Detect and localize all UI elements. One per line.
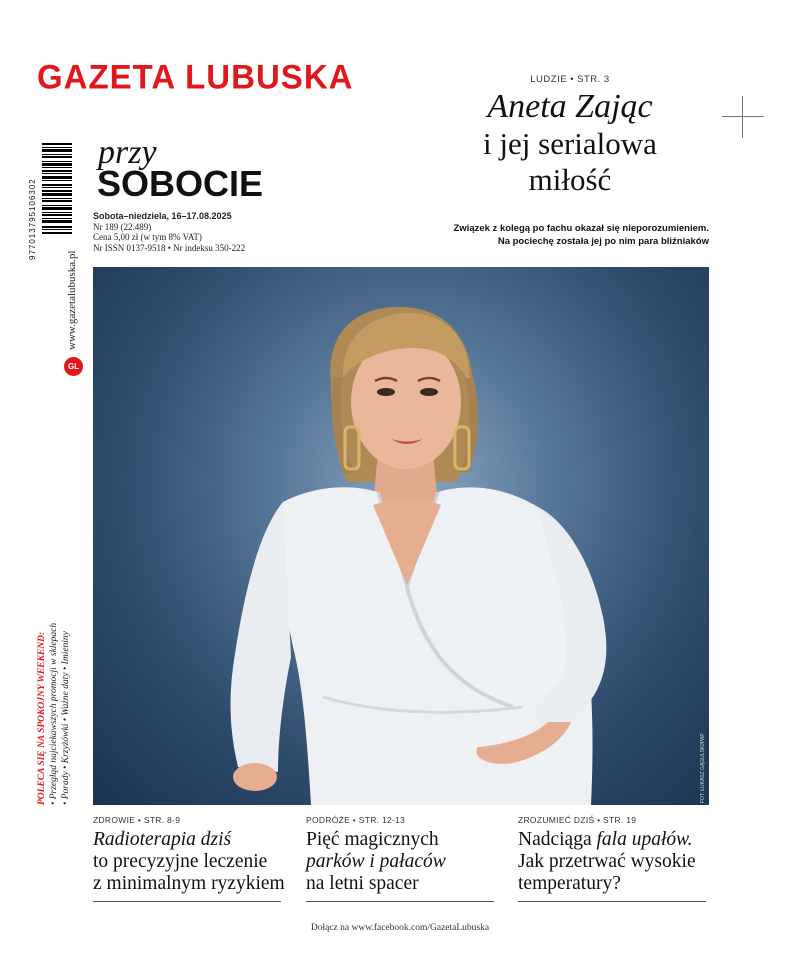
teaser-divider xyxy=(518,901,706,902)
top-story-headline[interactable]: miłość xyxy=(528,162,612,197)
issue-price: Cena 5,00 zł (w tym 8% VAT) xyxy=(93,232,202,242)
teaser-line-part: Nadciąga xyxy=(518,829,597,850)
barcode-digits: 977013795106302 xyxy=(28,178,37,260)
issue-number: Nr 189 (22.489) xyxy=(93,221,152,232)
top-story-headline[interactable]: i jej serialowa xyxy=(483,126,657,161)
website-url[interactable]: www.gazetalubuska.pl xyxy=(66,250,78,350)
issue-date: Sobota–niedziela, 16–17.08.2025 xyxy=(93,211,232,221)
teaser-health[interactable] xyxy=(93,815,285,902)
cover-photo-illustration xyxy=(93,267,709,805)
teaser-kicker: ZROZUMIEĆ DZIŚ • STR. 19 xyxy=(518,815,637,825)
gl-logo-icon: GL xyxy=(64,357,83,376)
supplement-title-sobocie: SOBOCIE xyxy=(97,163,264,204)
top-story-sub-line: Na pociechę została jej po nim para bliźniaków xyxy=(497,236,709,247)
teaser-line-part-italic: fala upałów. xyxy=(596,829,693,850)
teaser-line: z minimalnym ryzykiem xyxy=(93,873,285,894)
top-story-kicker: LUDZIE • STR. 3 xyxy=(530,74,610,85)
teaser-line: temperatury? xyxy=(518,873,621,894)
top-story-sub-line: Związek z kolegą po fachu okazał się nieporozumieniem. xyxy=(453,223,709,234)
issue-info xyxy=(93,211,245,253)
teaser-line: Pięć magicznych xyxy=(306,829,439,850)
teaser-line xyxy=(518,829,706,851)
teaser-kicker: PODRÓŻE • STR. 12-13 xyxy=(306,815,406,825)
teaser-kicker: ZDROWIE • STR. 8-9 xyxy=(93,815,181,825)
teaser-line: na letni spacer xyxy=(306,873,419,894)
promo-line: • Przegląd najciekawszych promocji w sklepach xyxy=(49,622,59,805)
top-story-subheadline xyxy=(420,222,709,248)
teaser-divider xyxy=(306,901,494,902)
teaser-headline xyxy=(93,829,285,895)
teaser-line: parków i pałaców xyxy=(306,851,446,872)
weekend-promo xyxy=(36,622,76,805)
top-story-headline-name[interactable]: Aneta Zając xyxy=(487,88,653,125)
teaser-travel[interactable] xyxy=(306,815,494,902)
photo-credit: FOT. ŁUKASZ GĄGULSKI/PAP xyxy=(700,733,706,803)
teaser-line: Jak przetrwać wysokie xyxy=(518,851,696,872)
issue-issn: Nr ISSN 0137-9518 • Nr indeksu 350-222 xyxy=(93,242,246,253)
masthead-logo: GAZETA LUBUSKA xyxy=(37,57,354,96)
teaser-understand-today[interactable] xyxy=(518,815,706,902)
supplement-title-przy: przy xyxy=(98,134,157,171)
cover-photo xyxy=(93,267,709,805)
promo-title: POLECA SIĘ NA SPOKOJNY WEEKEND: xyxy=(37,631,47,805)
teaser-line: to precyzyjne leczenie xyxy=(93,851,268,872)
registration-mark-vertical xyxy=(742,96,743,138)
teaser-headline xyxy=(306,829,494,895)
footer-facebook-link[interactable]: Dołącz na www.facebook.com/GazetaLubuska xyxy=(310,923,490,933)
registration-mark-horizontal xyxy=(722,116,764,117)
promo-line: • Porady • Krzyżówki • Ważne daty • Imieniny xyxy=(61,631,71,805)
teaser-divider xyxy=(93,901,281,902)
teaser-headline xyxy=(518,829,706,895)
teaser-line: Radioterapia dziś xyxy=(93,829,232,850)
